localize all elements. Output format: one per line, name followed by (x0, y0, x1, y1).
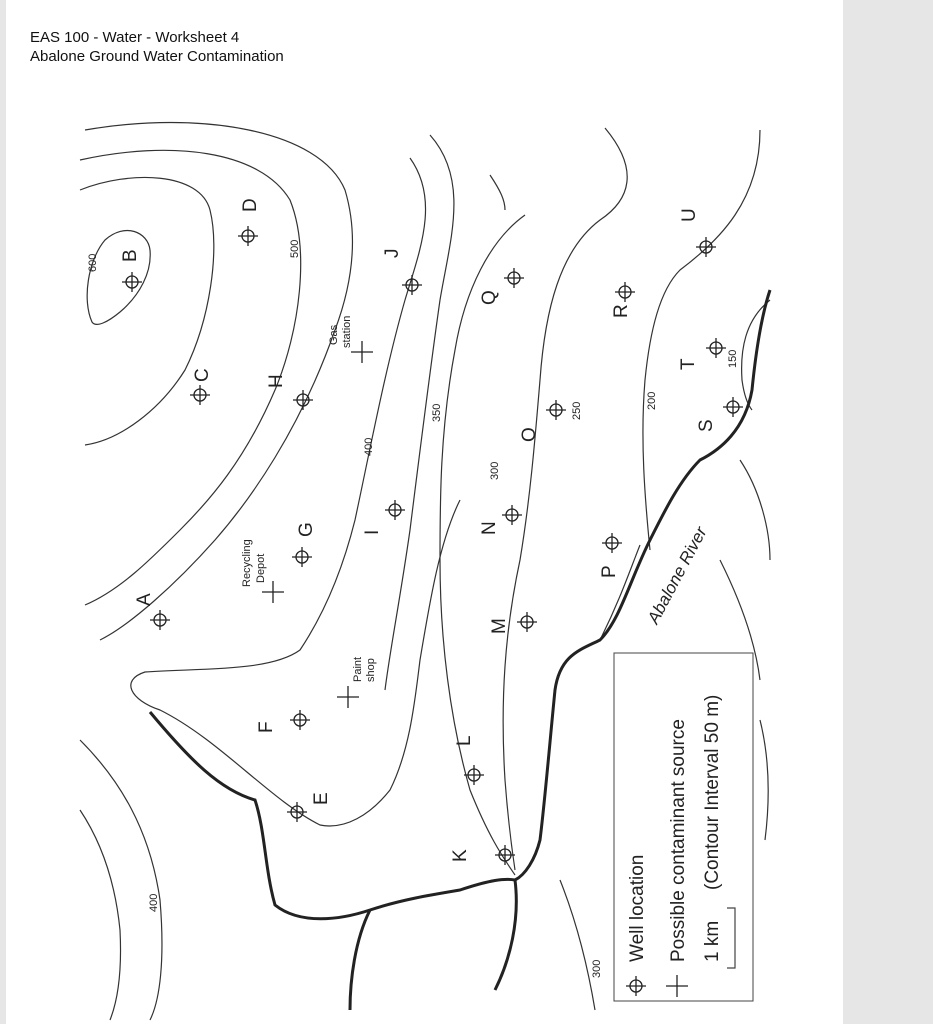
well-g-icon (292, 547, 312, 567)
well-n-icon (502, 505, 522, 525)
contour-label-400-south: 400 (148, 893, 160, 912)
river-branch-south (350, 910, 370, 1010)
well-l-icon (464, 765, 484, 785)
well-a-icon (150, 610, 170, 630)
gas-station-source-icon (351, 341, 373, 363)
well-label-s: S (696, 419, 717, 432)
well-label-j: J (382, 248, 403, 258)
well-label-u: U (679, 208, 700, 222)
contour-label-200: 200 (646, 391, 658, 410)
contour-south-300 (560, 880, 595, 1010)
well-label-b: B (120, 249, 141, 262)
legend-well-label: Well location (627, 854, 648, 962)
contour-450 (85, 123, 352, 641)
contaminant-sources (262, 341, 373, 708)
contour-600 (87, 231, 150, 325)
well-j-icon (402, 275, 422, 295)
contour-200b (600, 545, 640, 640)
contour-200 (643, 130, 760, 550)
well-label-h: H (266, 374, 287, 388)
contour-label-300-south: 300 (591, 959, 603, 978)
contour-label-350: 350 (431, 403, 443, 422)
worksheet-title: EAS 100 - Water - Worksheet 4 (30, 29, 240, 46)
contour-300 (440, 215, 525, 875)
well-label-t: T (678, 358, 699, 370)
well-d-icon (238, 226, 258, 246)
well-label-k: K (450, 849, 471, 862)
paint-label-1: Paint (352, 656, 364, 682)
source-labels (241, 316, 377, 682)
contour-label-600: 600 (87, 253, 99, 272)
well-f-icon (290, 710, 310, 730)
recycling-label-2: Depot (255, 553, 267, 583)
well-b-icon (122, 272, 142, 292)
well-i-icon (385, 500, 405, 520)
well-label-d: D (240, 198, 261, 212)
contour-350 (385, 135, 454, 690)
legend (614, 653, 753, 1001)
well-label-f: F (256, 721, 277, 733)
paint-shop-source-icon (337, 686, 359, 708)
well-o-icon (546, 400, 566, 420)
legend-scale-label: 1 km (702, 920, 723, 962)
contour-550 (80, 177, 214, 445)
well-q-icon (504, 268, 524, 288)
well-label-a: A (134, 593, 155, 606)
well-t-icon (706, 338, 726, 358)
contour-label-250: 250 (571, 401, 583, 420)
well-label-r: R (611, 304, 632, 318)
contour-label-400: 400 (363, 437, 375, 456)
recycling-label-1: Recycling (241, 539, 253, 587)
well-s-icon (723, 397, 743, 417)
paint-label-2: shop (365, 658, 377, 682)
well-label-g: G (296, 522, 317, 537)
contour-nw-1 (490, 175, 505, 210)
contour-sw-1 (80, 810, 121, 1020)
well-c-icon (190, 385, 210, 405)
well-label-e: E (311, 792, 332, 805)
recycling-depot-source-icon (262, 581, 284, 603)
contour-label-150: 150 (727, 349, 739, 368)
contour-e-3 (760, 720, 768, 840)
gas-label-1: Gas (328, 324, 340, 345)
well-label-p: P (599, 565, 620, 578)
legend-interval-label: (Contour Interval 50 m) (702, 694, 723, 890)
well-label-o: O (519, 427, 540, 442)
well-p-icon (602, 533, 622, 553)
contour-south-400 (80, 740, 162, 1020)
contour-label-500: 500 (289, 239, 301, 258)
well-label-l: L (454, 735, 475, 746)
well-label-m: M (489, 618, 510, 634)
well-label-i: I (362, 529, 383, 535)
well-label-c: C (192, 368, 213, 382)
well-label-q: Q (479, 290, 500, 305)
river-branch-south2 (495, 880, 516, 990)
well-r-icon (615, 282, 635, 302)
worksheet-subtitle: Abalone Ground Water Contamination (30, 48, 284, 65)
well-label-n: N (479, 521, 500, 535)
gas-label-2: station (341, 315, 353, 348)
legend-source-label: Possible contaminant source (668, 719, 689, 962)
contour-e-1 (740, 460, 770, 560)
contour-250 (503, 128, 627, 870)
well-e-icon (287, 802, 307, 822)
contour-label-300: 300 (489, 461, 501, 480)
well-m-icon (517, 612, 537, 632)
river-label: Abalone River (643, 523, 711, 627)
